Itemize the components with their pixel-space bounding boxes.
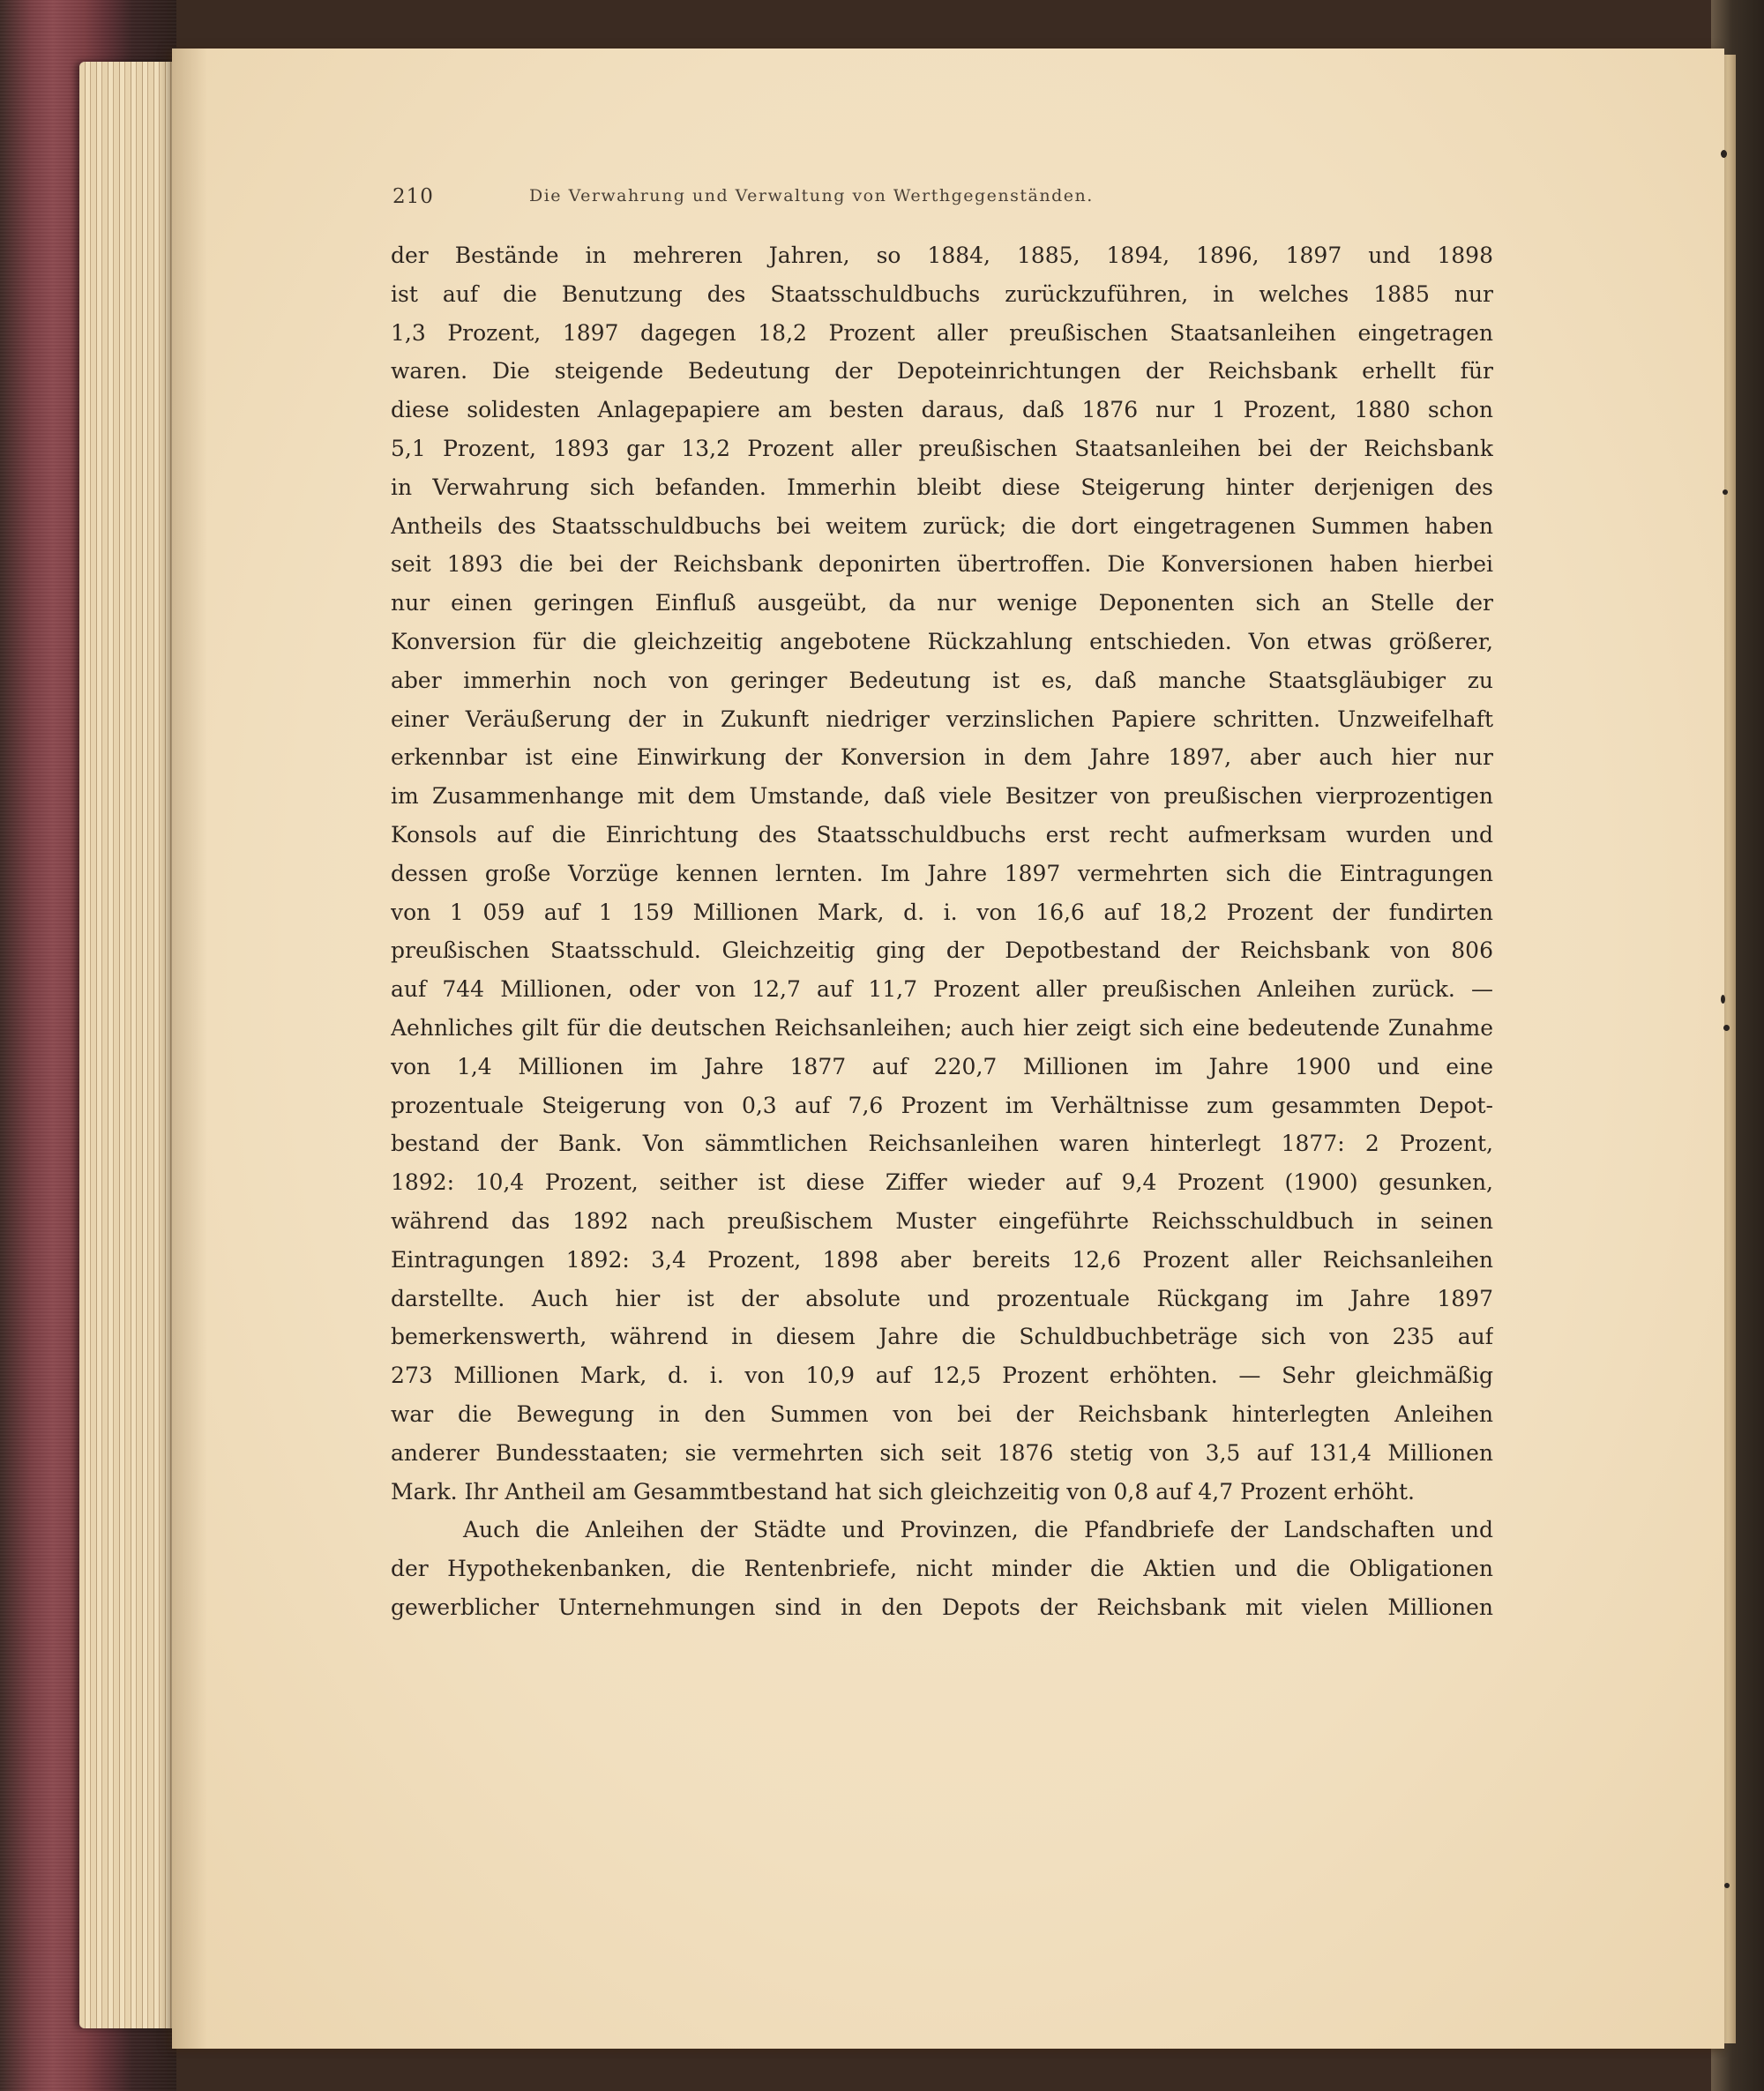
text-line: 1,3 Prozent, 1897 dagegen 18,2 Prozent aller preußischen Staatsanleihen eingetragen (391, 319, 1493, 346)
text-line: prozentuale Steigerung von 0,3 auf 7,6 Prozent im Verhältnisse zum gesammten Depot- (391, 1092, 1493, 1118)
ink-speck (1723, 1025, 1730, 1031)
text-line: diese solidesten Anlagepapiere am besten daraus, daß 1876 nur 1 Prozent, 1880 schon (391, 397, 1493, 423)
text-line: ist auf die Benutzung des Staatsschuldbuchs zurückzuführen, in welches 1885 nur (391, 280, 1493, 307)
text-line: waren. Die steigende Bedeutung der Depoteinrichtungen der Reichsbank erhellt für (391, 358, 1493, 385)
ink-speck (1721, 150, 1727, 158)
body-text (391, 236, 1493, 1627)
paragraph-start-line: Auch die Anleihen der Städte und Provinzen, die Pfandbriefe der Landschaften und (463, 1517, 1493, 1543)
text-line: auf 744 Millionen, oder von 12,7 auf 11,7 Prozent aller preußischen Anleihen zurück. — (391, 976, 1493, 1003)
text-line: einer Veräußerung der in Zukunft niedriger verzinslichen Papiere schritten. Unzweifelhaft (391, 706, 1493, 732)
text-line: seit 1893 die bei der Reichsbank deponirten übertroffen. Die Konversionen haben hierbei (391, 551, 1493, 578)
text-line: der Bestände in mehreren Jahren, so 1884, 1885, 1894, 1896, 1897 und 1898 (391, 243, 1493, 268)
text-line: Antheils des Staatsschuldbuchs bei weitem zurück; die dort eingetragenen Summen haben (391, 512, 1493, 539)
ink-speck (1721, 995, 1725, 1004)
text-line: darstellte. Auch hier ist der absolute und prozentuale Rückgang im Jahre 1897 (391, 1285, 1493, 1311)
text-line: Konversion für die gleichzeitig angebotene Rückzahlung entschieden. Von etwas größerer, (391, 628, 1493, 654)
page-number: 210 (392, 185, 434, 208)
ink-speck (1724, 1883, 1730, 1888)
text-line: aber immerhin noch von geringer Bedeutung ist es, daß manche Staatsgläubiger zu (391, 667, 1493, 693)
text-line: im Zusammenhange mit dem Umstande, daß viele Besitzer von preußischen vierprozentigen (391, 783, 1493, 810)
running-title: Die Verwahrung und Verwaltung von Werthgegenständen. (529, 186, 1094, 205)
text-line: dessen große Vorzüge kennen lernten. Im Jahre 1897 vermehrten sich die Eintragungen (391, 860, 1493, 886)
text-line: Aehnliches gilt für die deutschen Reichsanleihen; auch hier zeigt sich eine bedeutende Zunahme (391, 1014, 1493, 1041)
text-line: der Hypothekenbanken, die Rentenbriefe, nicht minder die Aktien und die Obligationen (391, 1556, 1493, 1582)
text-line: 273 Millionen Mark, d. i. von 10,9 auf 12,5 Prozent erhöhten. — Sehr gleichmäßig (391, 1363, 1493, 1389)
text-line: 1892: 10,4 Prozent, seither ist diese Ziffer wieder auf 9,4 Prozent (1900) gesunken, (391, 1169, 1493, 1196)
text-line: von 1 059 auf 1 159 Millionen Mark, d. i. von 16,6 auf 18,2 Prozent der fundirten (391, 899, 1493, 925)
text-line: bestand der Bank. Von sämmtlichen Reichsanleihen waren hinterlegt 1877: 2 Prozent, (391, 1131, 1493, 1157)
text-line: nur einen geringen Einfluß ausgeübt, da nur wenige Deponenten sich an Stelle der (391, 590, 1493, 616)
gutter-shadow (172, 49, 207, 2049)
text-line: Eintragungen 1892: 3,4 Prozent, 1898 aber bereits 12,6 Prozent aller Reichsanleihen (391, 1246, 1493, 1273)
paragraph-end-line: Mark. Ihr Antheil am Gesammtbestand hat sich gleichzeitig von 0,8 auf 4,7 Prozent erhöht. (391, 1478, 1415, 1505)
text-line: gewerblicher Unternehmungen sind in den Depots der Reichsbank mit vielen Millionen (391, 1594, 1493, 1620)
text-line: erkennbar ist eine Einwirkung der Konversion in dem Jahre 1897, aber auch hier nur (391, 744, 1493, 771)
text-line: bemerkenswerth, während in diesem Jahre die Schuldbuchbeträge sich von 235 auf (391, 1324, 1493, 1350)
ink-speck (1723, 489, 1728, 495)
text-line: anderer Bundesstaaten; sie vermehrten sich seit 1876 stetig von 3,5 auf 131,4 Millionen (391, 1439, 1493, 1466)
text-line: von 1,4 Millionen im Jahre 1877 auf 220,7 Millionen im Jahre 1900 und eine (391, 1053, 1493, 1079)
text-line: während das 1892 nach preußischem Muster eingeführte Reichsschuldbuch in seinen (391, 1207, 1493, 1234)
text-line: 5,1 Prozent, 1893 gar 13,2 Prozent aller preußischen Staatsanleihen bei der Reichsbank (391, 435, 1493, 461)
text-line: preußischen Staatsschuld. Gleichzeitig ging der Depotbestand der Reichsbank von 806 (391, 937, 1493, 964)
text-line: war die Bewegung in den Summen von bei der Reichsbank hinterlegten Anleihen (391, 1400, 1493, 1427)
text-line: Konsols auf die Einrichtung des Staatsschuldbuchs erst recht aufmerksam wurden und (391, 821, 1493, 848)
text-line: in Verwahrung sich befanden. Immerhin bleibt diese Steigerung hinter derjenigen des (391, 474, 1493, 500)
running-head (392, 185, 1274, 212)
page-edges-left (79, 62, 181, 2028)
